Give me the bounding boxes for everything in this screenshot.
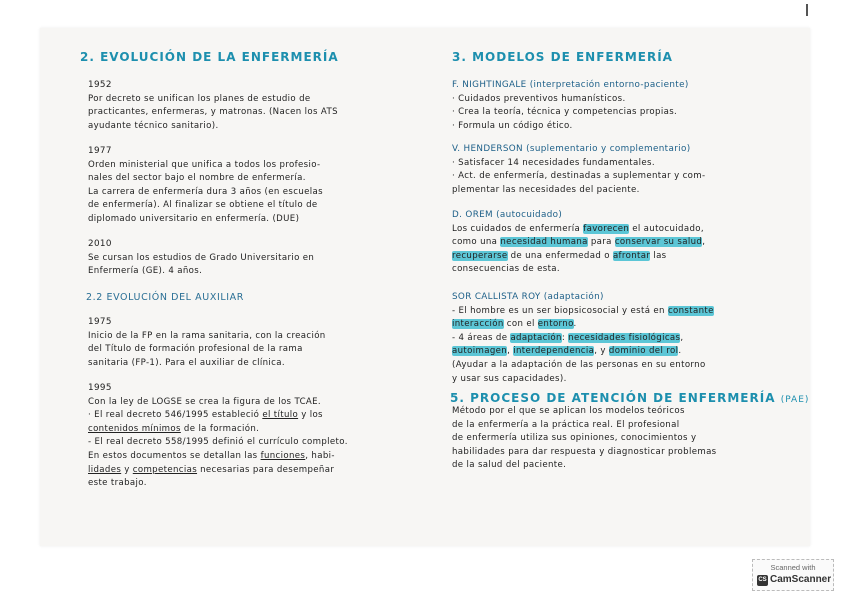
text-line: [452, 170, 705, 184]
underlined-text: competencias: [132, 464, 198, 475]
camscanner-logo-icon: CS: [757, 575, 768, 586]
text-segment: .: [573, 319, 577, 330]
text-segment: :: [561, 332, 569, 343]
text-segment: Por decreto se unifican los planes de estudio de: [88, 93, 311, 104]
text-segment: del Título de formación profesional de la rama: [88, 344, 303, 355]
pae-abbr: (PAE): [780, 395, 810, 405]
text-segment: de la formación.: [180, 423, 260, 434]
model-heading: D. OREM (autocuidado): [452, 210, 563, 220]
entry-year: 1975: [88, 317, 112, 327]
text-segment: para: [587, 237, 615, 248]
text-line: [88, 120, 338, 134]
text-line: [452, 332, 714, 346]
text-line: [452, 318, 714, 332]
model-heading: SOR CALLISTA ROY (adaptación): [452, 292, 604, 302]
entry-year: 2010: [88, 239, 112, 249]
text-segment: Con la ley de LOGSE se crea la figura de los TCAE.: [88, 396, 322, 407]
text-segment: ,: [507, 346, 514, 357]
highlighted-text: interacción: [452, 319, 504, 330]
watermark-line2: CamScanner: [770, 574, 832, 585]
highlighted-text: constante: [667, 305, 714, 316]
entry-year: 1952: [88, 80, 112, 90]
model-heading: F. NIGHTINGALE (interpretación entorno-paciente): [452, 80, 689, 90]
text-segment: y los: [298, 410, 323, 421]
text-line: [452, 120, 689, 134]
text-segment: el autocuidado,: [629, 223, 704, 234]
pae-title: 5. PROCESO DE ATENCIÓN DE ENFERMERÍA: [450, 391, 776, 405]
section-title-evolucion: 2. EVOLUCIÓN DE LA ENFERMERÍA: [80, 50, 339, 64]
text-segment: ,: [680, 332, 684, 343]
text-segment: Orden ministerial que unifica a todos los profesio-: [88, 159, 321, 170]
entry-block: [452, 291, 714, 386]
text-segment: La carrera de enfermería dura 3 años (en escuelas: [88, 186, 323, 197]
text-segment: ayudante técnico sanitario).: [88, 120, 219, 131]
highlighted-text: afrontar: [612, 250, 651, 261]
underlined-text: contenidos mínimos: [88, 423, 181, 434]
highlighted-text: entorno: [537, 319, 574, 330]
entry-block: [88, 316, 326, 370]
text-segment: Inicio de la FP en la rama sanitaria, con la creación: [88, 330, 326, 341]
text-segment: (Ayudar a la adaptación de las personas en su entorno: [452, 359, 706, 370]
text-segment: Se cursan los estudios de Grado Universitario en: [88, 252, 315, 263]
pae-text: [452, 405, 717, 473]
text-segment: y usar sus capacidades).: [452, 373, 567, 384]
text-segment: Los cuidados de enfermería: [452, 223, 584, 234]
text-segment: plementar las necesidades del paciente.: [452, 184, 640, 195]
text-segment: Enfermería (GE). 4 años.: [88, 266, 203, 277]
watermark-line1: Scanned with: [770, 563, 816, 572]
entry-block: [88, 238, 314, 279]
entry-year: 1977: [88, 146, 112, 156]
text-segment: · Act. de enfermería, destinadas a suplementar y com-: [452, 171, 706, 182]
text-segment: ,: [702, 237, 706, 248]
text-line: [88, 93, 338, 107]
text-line: [452, 93, 689, 107]
text-line: [452, 106, 689, 120]
text-line: [88, 252, 314, 266]
text-line: [88, 464, 348, 478]
highlighted-text: necesidades fisiológicas: [568, 332, 681, 343]
text-segment: de enfermería). Al finalizar se obtiene el título de: [88, 200, 318, 211]
text-segment: habilidades para dar respuesta y diagnosticar problemas: [452, 446, 717, 457]
entry-block: [452, 79, 689, 133]
text-segment: · Satisfacer 14 necesidades fundamentales.: [452, 157, 655, 168]
text-line: [88, 409, 348, 423]
text-segment: consecuencias de esta.: [452, 264, 560, 275]
text-segment: con el: [503, 319, 538, 330]
text-line: [452, 432, 717, 446]
text-segment: de enfermería utiliza sus opiniones, conocimientos y: [452, 433, 697, 444]
text-segment: Método por el que se aplican los modelos teóricos: [452, 406, 685, 416]
text-line: [88, 396, 348, 410]
text-line: [452, 236, 705, 250]
text-line: [452, 446, 717, 460]
text-line: [452, 184, 705, 198]
text-segment: · Cuidados preventivos humanísticos.: [452, 93, 626, 104]
text-line: [452, 223, 705, 237]
text-line: [452, 157, 705, 171]
highlighted-text: adaptación: [510, 332, 562, 343]
text-segment: · Formula un código ético.: [452, 120, 573, 131]
text-segment: de una enfermedad o: [507, 250, 613, 261]
text-segment: de la enfermería a la práctica real. El profesional: [452, 419, 680, 430]
text-line: [88, 172, 323, 186]
text-segment: En estos documentos se detallan las: [88, 450, 261, 461]
highlighted-text: autoimagen: [452, 346, 508, 357]
text-segment: , habi-: [305, 450, 335, 461]
text-line: [88, 186, 323, 200]
text-segment: las: [650, 250, 667, 261]
entry-block: [88, 382, 348, 491]
text-line: [88, 213, 323, 227]
highlighted-text: conservar su salud: [614, 237, 703, 248]
text-segment: de la salud del paciente.: [452, 460, 567, 471]
underlined-text: lidades: [88, 464, 122, 475]
text-line: [452, 373, 714, 387]
highlighted-text: favorecen: [583, 223, 630, 234]
text-line: [88, 450, 348, 464]
text-segment: diplomado universitario en enfermería. (DUE): [88, 213, 300, 224]
entry-block: [88, 79, 338, 133]
text-line: [88, 265, 314, 279]
entry-block: [452, 209, 705, 277]
text-line: [452, 305, 714, 319]
text-segment: , y: [594, 346, 609, 357]
text-line: [88, 477, 348, 491]
entry-year: 1995: [88, 383, 112, 393]
highlighted-text: necesidad humana: [500, 237, 588, 248]
entry-block: [452, 143, 705, 197]
model-heading: V. HENDERSON (suplementario y complementario): [452, 144, 691, 154]
text-segment: necesarias para desempeñar: [197, 464, 335, 475]
section-title-modelos: 3. MODELOS DE ENFERMERÍA: [452, 50, 673, 64]
text-segment: practicantes, enfermeras, y matronas. (Nacen los ATS: [88, 107, 338, 118]
edge-mark: [806, 4, 808, 16]
text-segment: y: [121, 464, 133, 475]
camscanner-watermark: [752, 559, 834, 591]
text-segment: nales del sector bajo el nombre de enfermería.: [88, 173, 306, 184]
text-segment: como una: [452, 237, 501, 248]
text-line: [88, 330, 326, 344]
text-segment: · Crea la teoría, técnica y competencias propias.: [452, 107, 678, 118]
underlined-text: el título: [262, 410, 299, 421]
text-line: [88, 436, 348, 450]
text-line: [452, 263, 705, 277]
text-line: [452, 459, 717, 473]
text-line: [452, 359, 714, 373]
text-line: [452, 419, 717, 433]
section-title-pae: [450, 391, 809, 405]
highlighted-text: recuperarse: [452, 250, 508, 261]
text-line: [88, 357, 326, 371]
text-line: [88, 343, 326, 357]
text-segment: .: [678, 346, 682, 357]
text-line: [88, 106, 338, 120]
underlined-text: funciones: [260, 450, 306, 461]
text-segment: - El real decreto 558/1995 definió el currículo completo.: [88, 437, 348, 448]
text-line: [452, 250, 705, 264]
text-segment: - 4 áreas de: [452, 332, 511, 343]
text-segment: - El hombre es un ser biopsicosocial y está en: [452, 305, 668, 316]
text-segment: · El real decreto 546/1995 estableció: [88, 410, 263, 421]
entry-block: [88, 145, 323, 227]
text-line: [88, 423, 348, 437]
text-line: [88, 159, 323, 173]
section-subtitle-auxiliar: 2.2 EVOLUCIÓN DEL AUXILIAR: [86, 292, 244, 303]
text-segment: sanitaria (FP-1). Para el auxiliar de clínica.: [88, 357, 285, 368]
text-segment: este trabajo.: [88, 478, 147, 489]
highlighted-text: dominio del rol: [608, 346, 679, 357]
highlighted-text: interdependencia: [513, 346, 595, 357]
text-line: [452, 405, 717, 419]
text-line: [88, 199, 323, 213]
text-line: [452, 345, 714, 359]
